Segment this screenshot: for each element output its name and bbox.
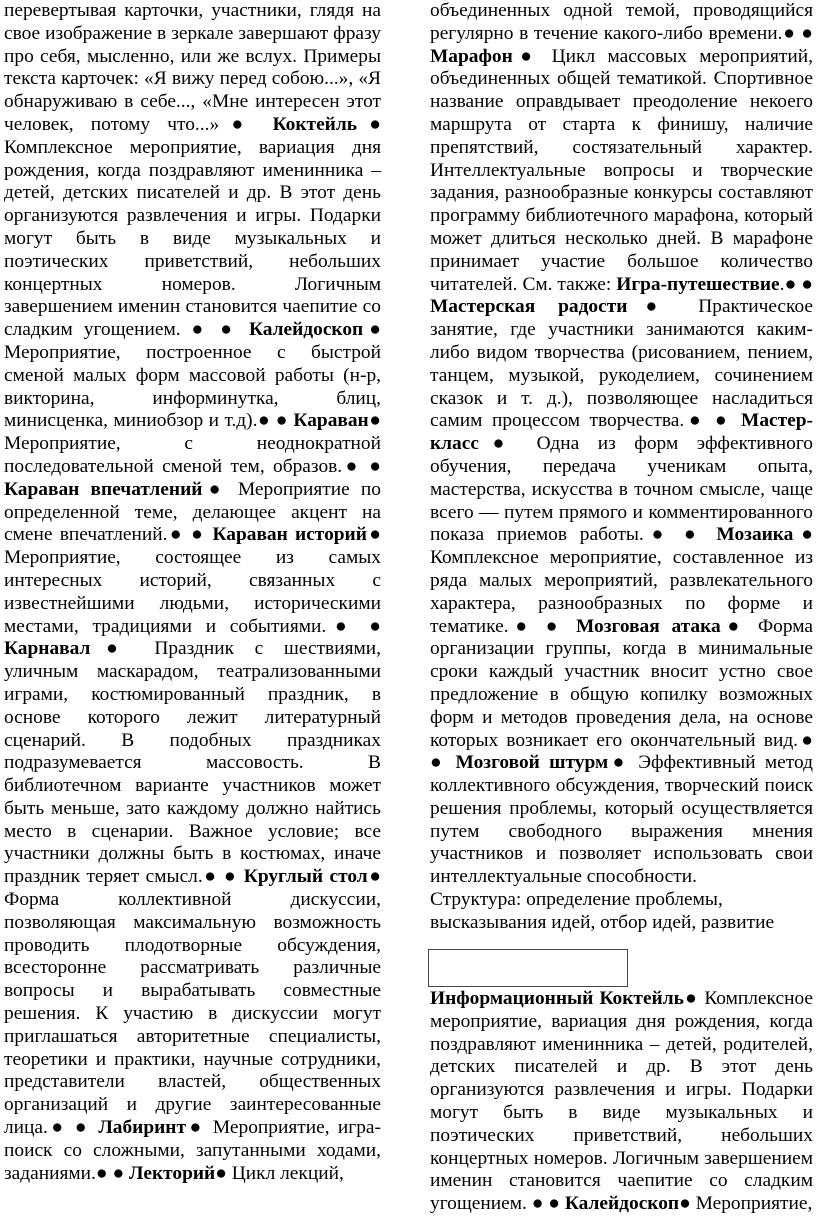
text-run: Цикл лекций,: [226, 1162, 344, 1184]
text-run: Одна из форм эффективного обучения, передача ученикам опыта, мастерства, искусства в точном смысле, чаще всего — путем прямого и комментированного показа приемов работы.● ●: [430, 433, 813, 546]
text-run: Форма коллективной дискуссии, позволяющая максимальную возможность проводить плодотворные обсуждения, всесторонне рассматривать различные вопросы и вырабатывать совместные решения. К участию в дискуссии могут приглашаться авторитетные специалисты, теоретики и практики, научные сотрудники, представители властей, общественных организаций и другие заинтересованные лица.● ●: [4, 889, 381, 1139]
text-run: Цикл массовых мероприятий, объединенных общей тематикой. Спортивное название оправдывает преодоление некоего маршрута от старта к финишу, наличие препятствий, состязательный характер. Интеллектуальные вопросы и творческие задания, разнообразные конкурсы составляют программу библиотечного марафона, который может длиться несколько дней. В марафоне принимает участие большое количество читателей. См. также:: [430, 45, 813, 295]
term-heading: Марафон●: [430, 45, 540, 67]
term-heading: Мастерская радости●: [430, 296, 676, 318]
text-run: объединенных одной темой, проводящийся регулярно в течение какого-либо времени.● ●: [430, 0, 813, 44]
text-run: Мероприятие, игра-поиск со сложными, запутанными ходами, заданиями.● ●: [4, 1117, 381, 1184]
text-run: Мероприятие,: [690, 1193, 813, 1215]
right-text-column-bottom: [430, 988, 813, 1216]
right-paragraph-top: [430, 0, 813, 889]
text-run: Мероприятие, состоящее из самых интересных историй, связанных с известнейшими людьми, историческими местами, традициями и событиями.● ●: [4, 547, 381, 637]
left-paragraph: [4, 0, 381, 1185]
term-heading: Калейдоскоп●: [248, 319, 381, 341]
term-heading: Калейдоскоп●: [564, 1193, 691, 1215]
text-run: Мероприятие, с неоднократной последовательной сменой тем, образов.● ●: [4, 433, 381, 477]
right-paragraph-bottom: [430, 988, 813, 1216]
text-run: Комплексное мероприятие, составленное из ряда малых мероприятий, развлекательного характера, разнообразных по форме и тематике.● ●: [430, 547, 813, 637]
term-heading: Караван●: [293, 410, 381, 432]
term-heading: Караван историй●: [212, 524, 381, 546]
text-run: Праздник с шествиями, уличным маскарадом, театрализованными играми, костюмированный праздник, в основе которого лежит литературный сценарий. В подобных праздниках подразумевается массовость. В библиотечном варианте участников может быть меньше, зато каждому должно найтись место в сценарии. Важное условие; все участники должны быть в костюмах, иначе праздник теряет смысл.● ●: [4, 638, 381, 888]
term-heading: Круглый стол●: [243, 866, 381, 888]
term-heading: Мозговой штурм●: [455, 752, 629, 774]
structure-line: Структура: определение проблемы, высказывания идей, отбор идей, развитие: [430, 889, 775, 933]
term-heading: Игра-путешествие: [616, 273, 780, 295]
text-run: Мероприятие по определенной теме, делающее акцент на смене впечатлений.● ●: [4, 478, 381, 546]
text-run: Практическое занятие, где участники занимаются каким-либо видом творчества (рисованием, пением, танцем, музыкой, рукоделием, сочинением сказок и т. д.), позволяющее насладиться самим процессом творчества.● ●: [430, 296, 813, 432]
text-run: .● ●: [779, 273, 813, 295]
term-heading: Мозговая атака●: [576, 615, 747, 637]
text-run: Мероприятие, построенное с быстрой сменой малых форм массовой работы (н-р, викторина, информинутка, блиц, минисценка, миниобзор и т.д).● ●: [4, 341, 381, 432]
empty-frame: [428, 949, 628, 987]
text-run: Эффективный метод коллективного обсуждения, творческий поиск решения проблемы, который осуществляется путем свободного выражения мнения участников и позволяет использовать свои интеллектуальные способности.: [430, 752, 813, 888]
term-heading: Информационный Коктейль●: [430, 988, 699, 1009]
term-heading: Лабиринт●: [98, 1117, 205, 1139]
term-heading: Карнавал●: [4, 638, 134, 660]
term-heading: Коктейль●: [272, 113, 381, 135]
left-text-column: [4, 0, 381, 1185]
text-run: Форма организации группы, когда в минимальные сроки каждый участник вносит устно свое предложение в общую копилку возможных форм и методов проведения дела, на основе которых возникает его окончательный вид.● ●: [430, 615, 813, 774]
text-run: Комплексное мероприятие, вариация дня рождения, когда поздравляют именинника – детей, родителей, детских писателей и др. В этот день организуются развлечения и игры. Подарки могут быть в виде музыкальных и поэтических приветствий, небольших концертных номеров. Логичным завершением именин становится чаепитие со сладким угощением. ● ●: [430, 988, 813, 1215]
term-heading: Мозаика●: [716, 524, 814, 546]
term-heading: Лекторий●: [129, 1162, 227, 1184]
right-text-column: [430, 0, 813, 935]
term-heading: Мастер-класс●: [430, 410, 813, 455]
text-run: перевертывая карточки, участники, глядя на свое изображение в зеркале завершают фразу про себя, мысленно, или же вслух. Примеры текста карточек: «Я вижу перед собою...», «Я обнаруживаю в себе..., «Мне интересен этот человек, потому что...»●: [4, 0, 381, 135]
term-heading: Караван впечатлений●: [4, 478, 227, 500]
text-run: Комплексное мероприятие, вариация дня рождения, когда поздравляют именинника – детей, детских писателей и др. В этот день организуются развлечения и игры. Подарки могут быть в виде музыкальных и поэтических приветствий, небольших концертных номеров. Логичным завершением именин становится чаепитие со сладким угощением. ● ●: [4, 136, 381, 341]
